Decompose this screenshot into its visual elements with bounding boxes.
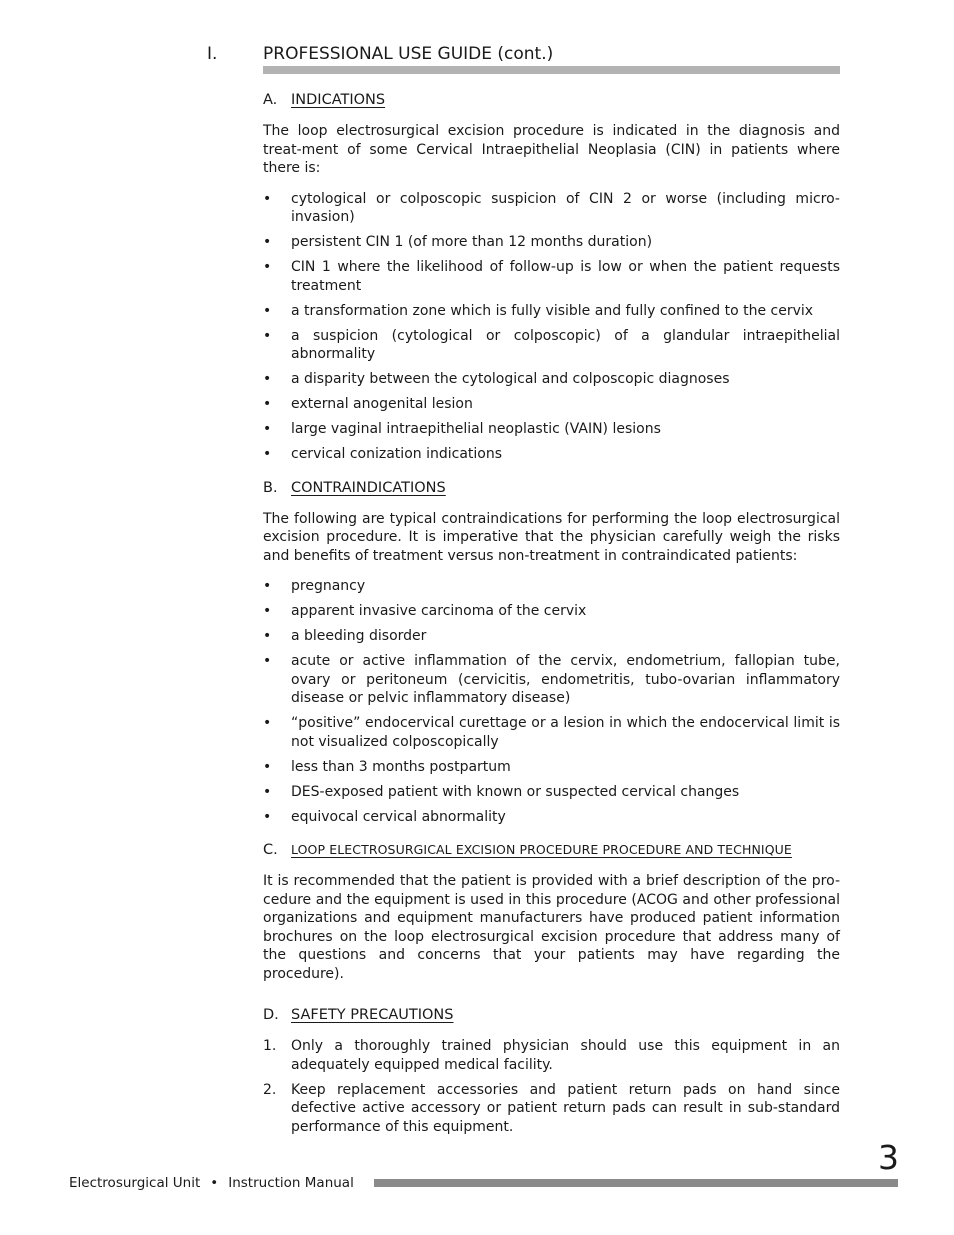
bullet-icon: • xyxy=(263,302,272,319)
list-item: • a disparity between the cytological and colposcopic diagnoses xyxy=(263,371,730,387)
list-item: • pregnancy xyxy=(263,578,366,594)
section-c-intro: It is recommended that the patient is provided with a brief description of the pro-cedure and the equipment is used in this procedure (ACOG and other professional organizations and equipment manufacturers have produced patient information brochures on the loop electrosurgical excision procedure that address many of the questions and concerns that your patients may have regarding the procedure). xyxy=(263,873,840,982)
list-item: 2. Keep replacement accessories and patient return pads on hand since defective active accessory or patient return pads can result in sub-standard performance of this equipment. xyxy=(263,1081,840,1135)
section-c-letter: C. xyxy=(263,842,278,858)
safety-precautions-list xyxy=(263,1037,840,1136)
list-item: • “positive” endocervical curettage or a lesion in which the endocervical limit is not visualized colposcopically xyxy=(263,715,840,750)
section-a-title: INDICATIONS xyxy=(291,92,386,108)
bullet-icon: • xyxy=(263,396,272,412)
list-item: • acute or active inflammation of the cervix, endometrium, fallopian tube, ovary or peritoneum (cervicitis, endometritis, tubo-ovarian inflammatory disease or pelvic inflammatory disease) xyxy=(263,653,840,706)
footer-separator: • xyxy=(210,1175,219,1191)
section-b-title: CONTRAINDICATIONS xyxy=(291,479,446,496)
list-item: • a suspicion (cytological or colposcopic) of a glandular intraepithelial abnormality xyxy=(263,327,840,362)
list-item: 1. Only a thoroughly trained physician should use this equipment in an adequately equipped medical facility. xyxy=(263,1038,840,1073)
bullet-icon: • xyxy=(263,259,272,275)
bullet-icon: • xyxy=(263,446,272,462)
header-rule xyxy=(263,66,840,74)
section-d-heading xyxy=(263,1005,840,1025)
bullet-icon: • xyxy=(263,715,272,731)
bullet-icon: • xyxy=(263,190,272,207)
footer-text xyxy=(69,1175,354,1191)
list-item: • cytological or colposcopic suspicion of CIN 2 or worse (including micro-invasion) xyxy=(263,190,840,225)
bullet-icon: • xyxy=(263,234,272,250)
list-item: • large vaginal intraepithelial neoplastic (VAIN) lesions xyxy=(263,421,661,437)
section-b-intro: The following are typical contraindications for performing the loop electrosurgical excision procedure. It is imperative that the physician carefully weigh the risks and benefits of treatment versus non-treatment in contraindicated patients: xyxy=(263,510,840,564)
section-b-letter: B. xyxy=(263,479,278,496)
page-title: PROFESSIONAL USE GUIDE (cont.) xyxy=(263,44,554,64)
contraindications-list xyxy=(263,577,840,826)
section-c-title: LOOP ELECTROSURGICAL EXCISION PROCEDURE PROCEDURE AND TECHNIQUE xyxy=(291,842,792,857)
list-item: • a transformation zone which is fully visible and fully confined to the cervix xyxy=(263,302,814,319)
footer-rule xyxy=(374,1179,898,1187)
bullet-icon: • xyxy=(263,628,272,644)
item-number: 2. xyxy=(263,1081,277,1098)
list-item: • DES-exposed patient with known or suspected cervical changes xyxy=(263,783,740,800)
section-a-letter: A. xyxy=(263,92,278,108)
item-number: 1. xyxy=(263,1038,277,1054)
list-item: • CIN 1 where the likelihood of follow-up is low or when the patient requests treatment xyxy=(263,259,840,294)
bullet-icon: • xyxy=(263,653,272,669)
section-d-title: SAFETY PRECAUTIONS xyxy=(291,1007,454,1023)
bullet-icon: • xyxy=(263,421,272,437)
list-item: • less than 3 months postpartum xyxy=(263,758,511,775)
list-item: • cervical conization indications xyxy=(263,446,503,462)
list-item: • equivocal cervical abnormality xyxy=(263,808,506,825)
page-content xyxy=(263,90,840,1150)
bullet-icon: • xyxy=(263,758,272,775)
section-number: I. xyxy=(207,44,218,64)
footer-doc-title: Instruction Manual xyxy=(228,1175,354,1191)
bullet-icon: • xyxy=(263,371,272,387)
section-d-letter: D. xyxy=(263,1007,279,1023)
section-a-intro: The loop electrosurgical excision procedure is indicated in the diagnosis and treat-ment of some Cervical Intraepithelial Neoplasia (CIN) in patients where there is: xyxy=(263,123,840,176)
bullet-icon: • xyxy=(263,603,272,619)
list-item: • apparent invasive carcinoma of the cervix xyxy=(263,603,587,619)
section-b-heading xyxy=(263,478,840,498)
bullet-icon: • xyxy=(263,808,272,825)
list-item: • persistent CIN 1 (of more than 12 months duration) xyxy=(263,234,653,250)
bullet-icon: • xyxy=(263,783,272,800)
bullet-icon: • xyxy=(263,578,272,594)
section-c-heading xyxy=(263,840,840,860)
bullet-icon: • xyxy=(263,327,272,344)
list-item: • a bleeding disorder xyxy=(263,628,427,644)
footer-product: Electrosurgical Unit xyxy=(69,1175,201,1191)
indications-list xyxy=(263,190,840,464)
page-number: 3 xyxy=(878,1138,899,1177)
section-a-heading xyxy=(263,90,840,110)
list-item: • external anogenital lesion xyxy=(263,396,473,412)
